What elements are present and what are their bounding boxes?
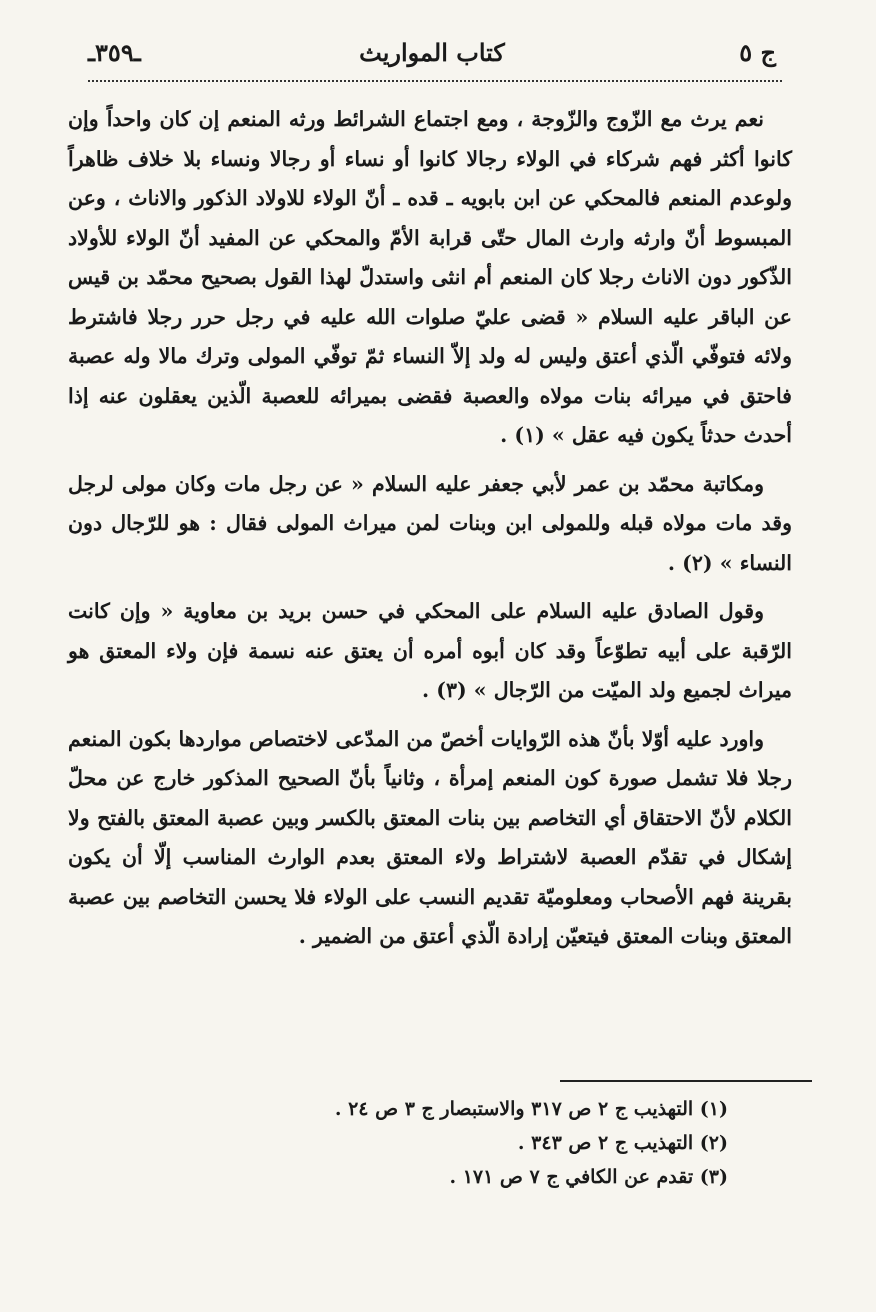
page-header bbox=[88, 30, 776, 74]
paragraph: ومكاتبة محمّد بن عمر لأبي جعفر عليه السلام « عن رجل مات وكان مولى لرجل وقد مات مولاه قبله وللمولى ابن وبنات لمن ميراث المولى فقال : هو للرّجال دون النساء » (٢) . bbox=[68, 471, 792, 575]
footnote: (١) التهذيب ج ٢ ص ٣١٧ والاستبصار ج ٣ ص ٢٤ . bbox=[334, 1098, 728, 1120]
footnote: (٢) التهذيب ج ٢ ص ٣٤٣ . bbox=[517, 1132, 728, 1154]
main-text bbox=[68, 100, 792, 966]
header-divider bbox=[88, 80, 782, 82]
footnote-divider bbox=[560, 1080, 812, 1082]
page-number: ـ٣٥٩ـ bbox=[88, 37, 141, 67]
footnotes bbox=[150, 1092, 728, 1194]
footnote: (٣) تقدم عن الكافي ج ٧ ص ١٧١ . bbox=[449, 1166, 728, 1188]
volume-label: ج ٥ bbox=[739, 37, 776, 67]
chapter-title: كتاب المواريث bbox=[359, 37, 505, 67]
paragraph: نعم يرث مع الزّوج والزّوجة ، ومع اجتماع الشرائط ورثه المنعم إن كان واحداً وإن كانوا أكثر فهم شركاء في الولاء رجالا كانوا أو نساء أو رجالا ونساء بلا خلاف ظاهراً ولوعدم المنعم فالمحكي عن ابن بابويه ـ قده ـ أنّ الولاء للاولاد الذكور والاناث ، وعن المبسوط أنّ وارثه وارث المال حتّى قرابة الأمّ والمحكي عن المفيد أنّ الولاء للأولاد الذّكور دون الاناث رجلا كان المنعم أم انثى واستدلّ لهذا القول بصحيح محمّد بن قيس عن الباقر عليه السلام « قضى عليّ صلوات الله عليه في رجل حرر رجلا فاشترط ولائه فتوفّي الّذي أعتق وليس له ولد إلاّ النساء ثمّ توفّي المولى وترك مالا وله عصبة فاحتق في ميرائه بنات مولاه والعصبة فقضى بميرائه للعصبة الّذين يعقلون عنه إذا أحدث حدثاً يكون فيه عقل » (١) . bbox=[68, 107, 792, 447]
paragraph: واورد عليه أوّلا بأنّ هذه الرّوايات أخصّ من المدّعى لاختصاص مواردها بكون المنعم رجلا فلا تشمل صورة كون المنعم إمرأة ، وثانياً بأنّ الصحيح المذكور خارج عن محلّ الكلام لأنّ الاحتقاق أي التخاصم بين بنات المعتق بالكسر وبين عصبة المعتق بالفتح ولا إشكال في تقدّم العصبة لاشتراط ولاء المعتق بعدم الوارث المناسب إلّا أن يكون بقرينة فهم الأصحاب ومعلوميّة تقديم النسب على الولاء فلا يحسن التخاصم بين عصبة المعتق وبنات المعتق فيتعيّن إرادة الّذي أعتق من الضمير . bbox=[68, 726, 792, 948]
paragraph: وقول الصادق عليه السلام على المحكي في حسن بريد بن معاوية « وإن كانت الرّقبة على أبيه تطوّعاً وقد كان أبوه أمره أن يعتق عنه نسمة فإن ولاء المعتق هو ميراث لجميع ولد الميّت من الرّجال » (٣) . bbox=[68, 599, 792, 702]
